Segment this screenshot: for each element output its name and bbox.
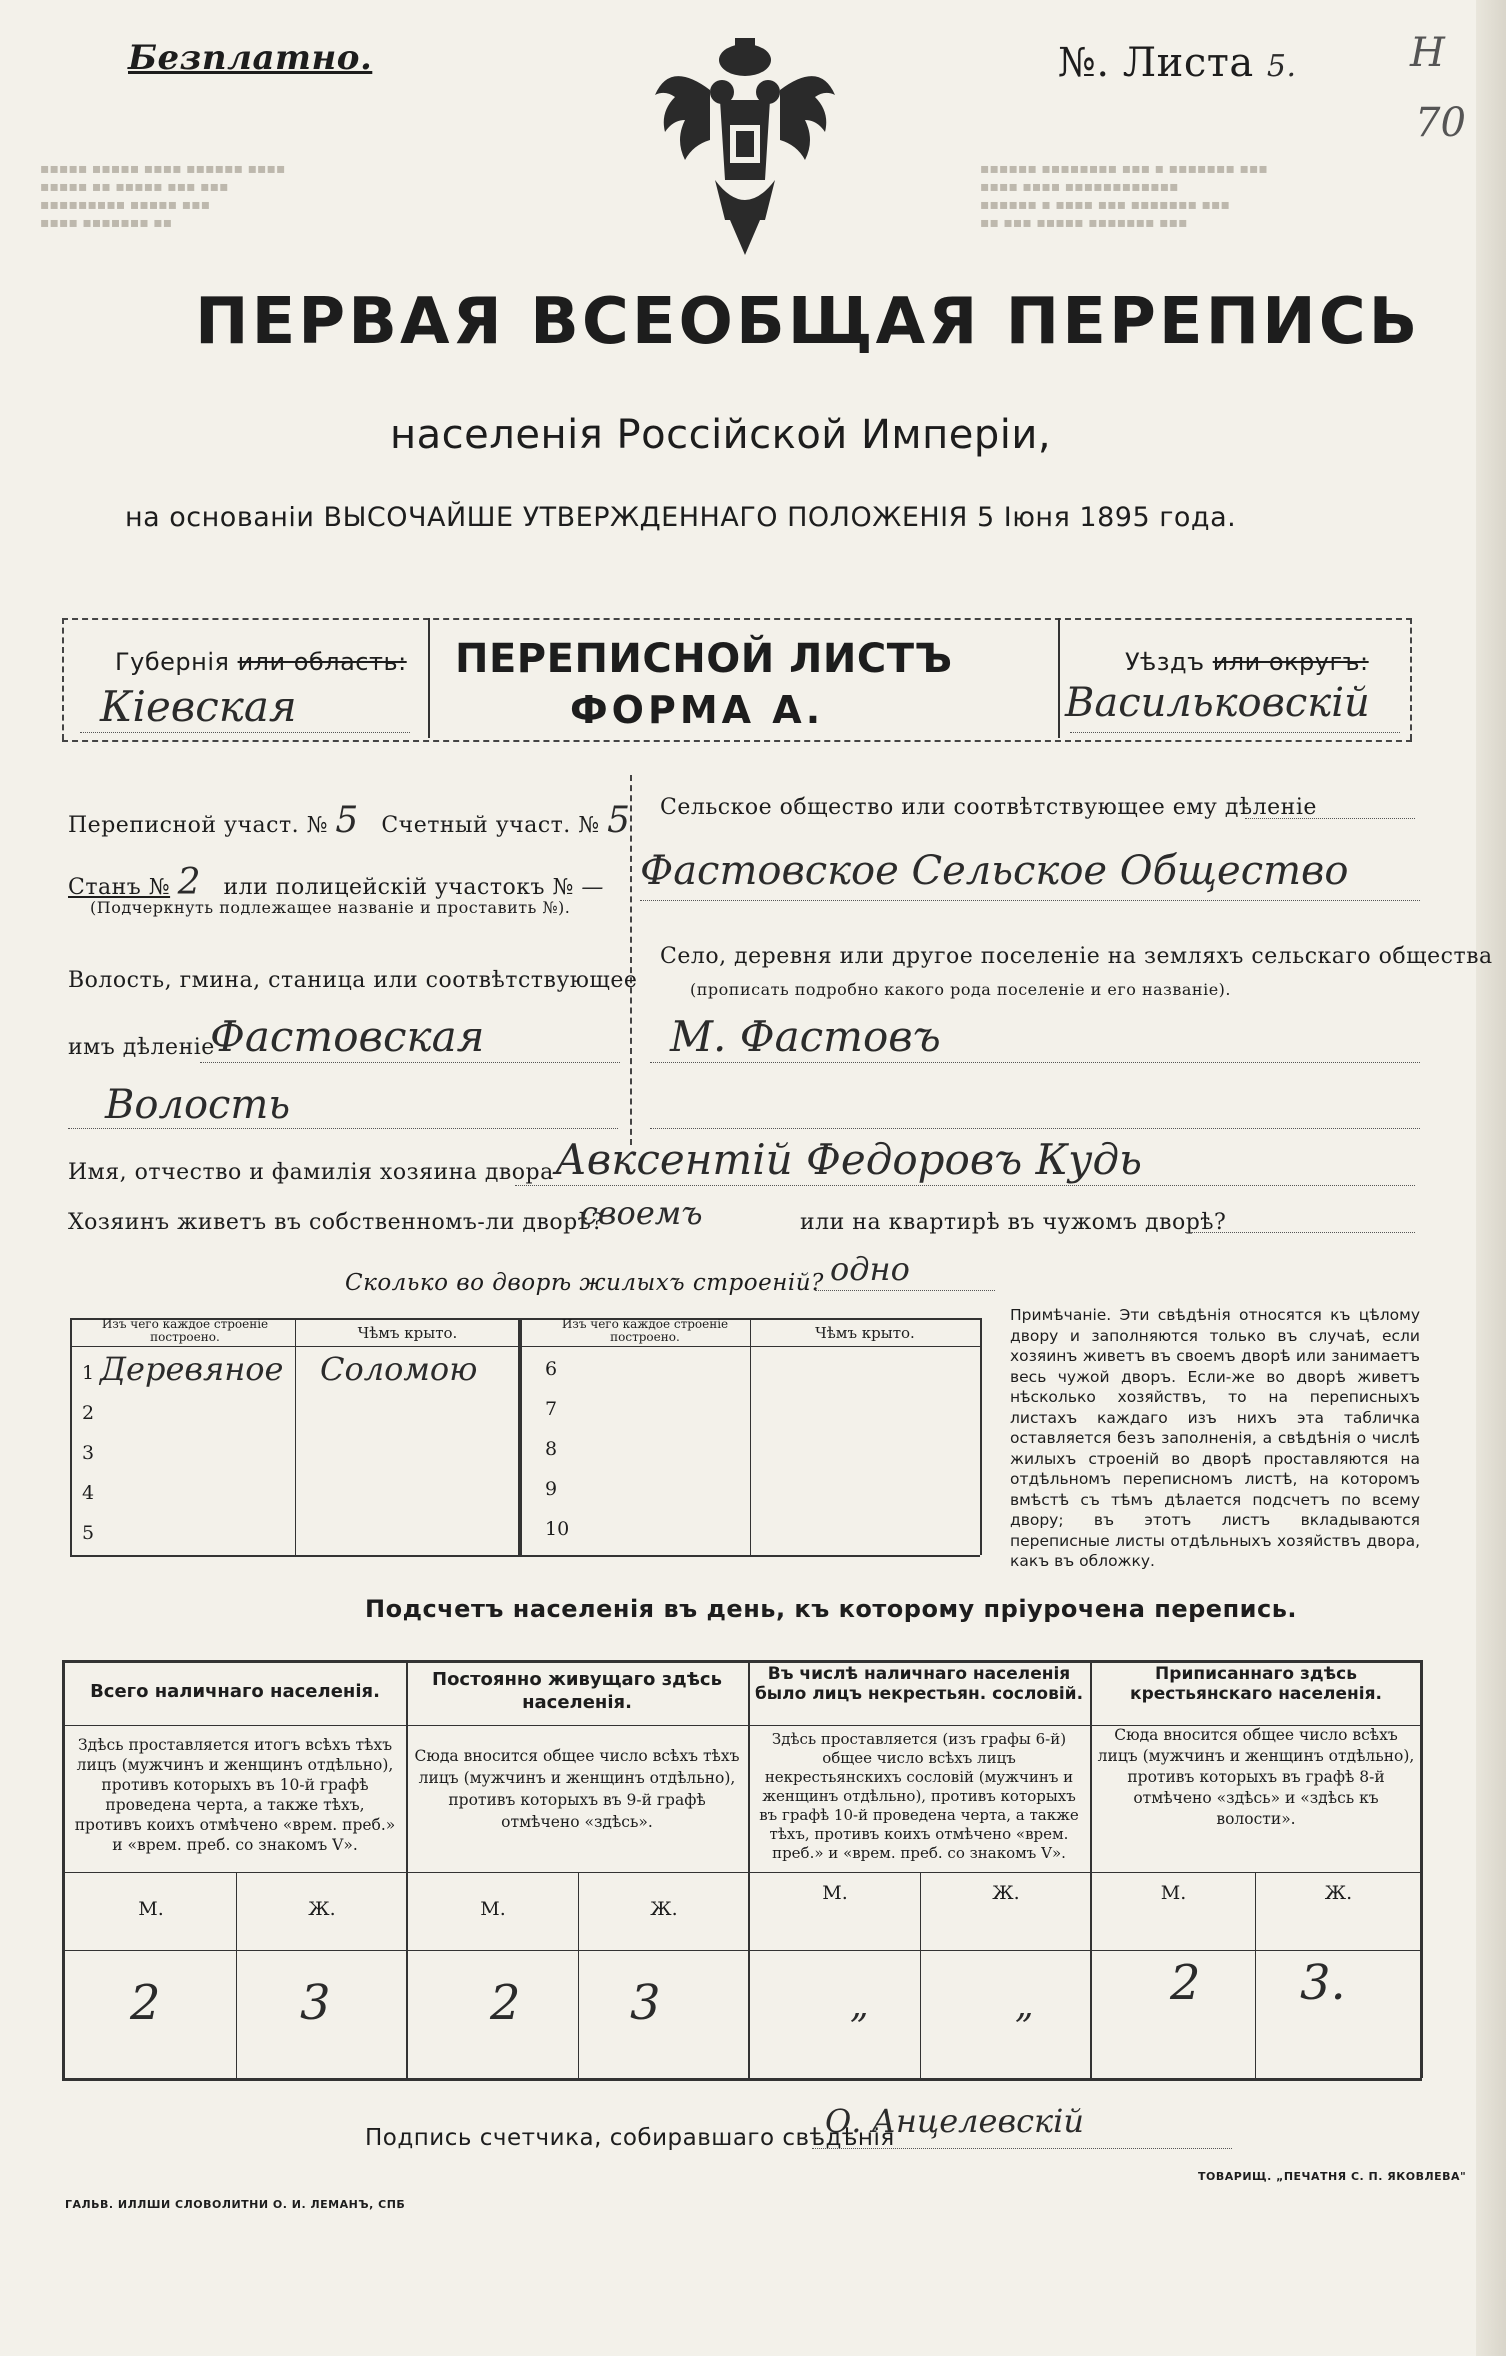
- count-col-3-f-label: Ж.: [992, 1882, 1020, 1904]
- col-material-right: Изъ чего каждое строеніе построено.: [561, 1317, 729, 1344]
- volost-label-1: Волость, гмина, станица или соотвѣтствующее: [68, 968, 638, 993]
- count-col-3-desc: Здѣсь проставляется (изъ графы 6-й) общее число всѣхъ лицъ некрестьянскихъ сословій (мужчинъ и женщинъ отдѣльно), противъ которыхъ въ графѣ 10-й проведена черта, а также тѣхъ, противъ коихъ отмѣчено «врем. преб.» и «врем. преб. со знакомъ V».: [759, 1730, 1079, 1862]
- page-edge: [1476, 0, 1506, 2356]
- row-num-3: 3: [82, 1442, 95, 1464]
- buildings-value: одно: [830, 1250, 910, 1288]
- row-num-5: 5: [82, 1522, 95, 1544]
- count-col-4-desc: Сюда вносится общее число всѣхъ лицъ (мужчинъ и женщинъ отдѣльно), противъ которыхъ въ графѣ 8-й отмѣчено «здѣсь» и «здѣсь къ волости».: [1097, 1726, 1415, 1828]
- census-district-field: Переписной участ. № 5 Счетный участ. № 5: [68, 800, 631, 841]
- sheet-title: ПЕРЕПИСНОЙ ЛИСТЪ: [455, 636, 953, 682]
- count-col-1-f-value: 3: [300, 1975, 331, 2031]
- count-col-3-m-value: „: [850, 1985, 869, 2026]
- count-col-4-m-label: М.: [1160, 1882, 1187, 1904]
- count-col-4-f-value: 3.: [1300, 1955, 1346, 2011]
- volost-value-1: Фастовская: [210, 1012, 485, 1061]
- col-roof-left: Чѣмъ крыто.: [357, 1324, 458, 1342]
- count-col-1-f-label: Ж.: [308, 1898, 336, 1920]
- stan-value: 2: [177, 862, 201, 903]
- count-col-1-m-label: М.: [138, 1898, 164, 1920]
- row-num-6: 6: [545, 1358, 558, 1380]
- row-num-9: 9: [545, 1478, 558, 1500]
- count-col-2-f-value: 3: [630, 1975, 661, 2031]
- row-num-4: 4: [82, 1482, 95, 1504]
- row-num-8: 8: [545, 1438, 558, 1460]
- bleed-through-text: ▪▪▪▪▪ ▪▪▪▪▪ ▪▪▪▪ ▪▪▪▪▪▪ ▪▪▪▪ ▪▪▪▪▪ ▪▪ ▪▪▪▪▪ ▪▪▪ ▪▪▪ ▪▪▪▪▪▪▪▪▪ ▪▪▪▪▪ ▪▪▪ ▪▪▪▪ ▪▪▪▪▪▪▪ ▪▪: [40, 161, 286, 231]
- form-title: ФОРМА А.: [570, 688, 825, 732]
- row1-roof: Соломою: [320, 1350, 478, 1388]
- stan-field: Станъ № 2 или полицейскій участокъ № —: [68, 862, 604, 903]
- subtitle: населенія Россійской Имперіи,: [390, 412, 1052, 458]
- buildings-label: Сколько во дворѣ жилыхъ строеній?: [345, 1270, 824, 1296]
- lives-label: Хозяинъ живетъ въ собственномъ-ли дворѣ?: [68, 1210, 604, 1235]
- sheet-number-value: 5.: [1266, 49, 1297, 84]
- count-col-2-header: Постоянно живущаго здѣсь населенія.: [432, 1669, 722, 1713]
- village-note: (прописать подробно какого рода поселеніе и его названіе).: [690, 980, 1231, 999]
- row-num-1: 1: [82, 1362, 95, 1384]
- count-col-3-m-label: М.: [822, 1882, 848, 1904]
- village-value: М. Фастовъ: [670, 1012, 941, 1061]
- col-roof-right: Чѣмъ крыто.: [815, 1324, 915, 1342]
- footer-right: ТОВАРИЩ. „ПЕЧАТНЯ С. П. ЯКОВЛЕВА": [1198, 2170, 1467, 2183]
- basis-line: на основаніи ВЫСОЧАЙШЕ УТВЕРЖДЕННАГО ПОЛОЖЕНІЯ 5 Іюня 1895 года.: [125, 502, 1237, 533]
- police-value: —: [581, 875, 604, 900]
- stan-note: (Подчеркнуть подлежащее названіе и проставить №).: [90, 898, 571, 917]
- owner-name-value: Авксентій Федоровъ Кудь: [555, 1135, 1142, 1184]
- corner-note-2: 70: [1415, 100, 1466, 146]
- main-title: ПЕРВАЯ ВСЕОБЩАЯ ПЕРЕПИСЬ: [195, 285, 1421, 359]
- count-col-4-m-value: 2: [1170, 1955, 1201, 2011]
- corner-note-1: Н: [1410, 30, 1445, 76]
- free-label: Безплатно.: [128, 38, 373, 78]
- uezd-value: Васильковскій: [1065, 680, 1370, 726]
- owner-name-label: Имя, отчество и фамилія хозяина двора: [68, 1160, 554, 1185]
- guberniya-value: Кіевская: [100, 682, 297, 731]
- count-col-2-m-value: 2: [490, 1975, 521, 2031]
- count-title: Подсчетъ населенія въ день, къ которому пріурочена перепись.: [365, 1595, 1297, 1623]
- count-col-2-m-label: М.: [480, 1898, 506, 1920]
- or-label: или на квартирѣ въ чужомъ дворѣ?: [800, 1210, 1227, 1235]
- count-col-2-desc: Сюда вносится общее число всѣхъ тѣхъ лицъ (мужчинъ и женщинъ отдѣльно), противъ которыхъ въ 9-й графѣ отмѣчено «здѣсь».: [414, 1747, 740, 1831]
- bleed-through-text-right: ▪▪▪▪▪▪ ▪▪▪▪▪▪▪▪ ▪▪▪ ▪ ▪▪▪▪▪▪▪ ▪▪▪ ▪▪▪▪ ▪▪▪▪ ▪▪▪▪▪▪▪▪▪▪▪▪ ▪▪▪▪▪▪ ▪ ▪▪▪▪ ▪▪▪ ▪▪▪▪▪▪▪ ▪▪▪ ▪▪ ▪▪▪ ▪▪▪▪▪ ▪▪▪▪▪▪▪ ▪▪▪: [980, 161, 1268, 231]
- guberniya-label: Губернія или область:: [115, 648, 407, 676]
- society-label: Сельское общество или соотвѣтствующее ему дѣленіе: [660, 795, 1317, 820]
- lives-value: своемъ: [580, 1194, 703, 1232]
- row1-material: Деревяное: [100, 1350, 284, 1388]
- col-material-left: Изъ чего каждое строеніе построено.: [101, 1317, 269, 1344]
- count-col-1-desc: Здѣсь проставляется итогъ всѣхъ тѣхъ лицъ (мужчинъ и женщинъ отдѣльно), противъ которыхъ въ 10-й графѣ проведена черта, а также тѣхъ, противъ коихъ отмѣчено «врем. преб.» и «врем. преб. со знакомъ V».: [74, 1736, 396, 1854]
- count-col-1-m-value: 2: [130, 1975, 161, 2031]
- volost-label-2: имъ дѣленіе: [68, 1035, 215, 1060]
- box-top-border: [62, 618, 1412, 620]
- volost-value-2: Волость: [105, 1082, 291, 1128]
- signature-label: Подпись счетчика, собиравшаго свѣдѣнія: [365, 2125, 895, 2151]
- census-district-value: 5: [335, 800, 359, 841]
- count-col-4-header: Приписаннаго здѣсь крестьянскаго населенія.: [1130, 1664, 1382, 1704]
- count-col-1-header: Всего наличнаго населенія.: [90, 1681, 380, 1702]
- uezd-label: Уѣздъ или округъ:: [1125, 648, 1369, 676]
- double-headed-eagle-icon: [640, 30, 850, 270]
- count-col-2-f-label: Ж.: [650, 1898, 678, 1920]
- village-label: Село, деревня или другое поселеніе на земляхъ сельскаго общества: [660, 944, 1493, 969]
- count-col-3-f-value: „: [1015, 1985, 1034, 2026]
- signature-value: О. Анцелевскій: [825, 2102, 1084, 2140]
- note-text: Примѣчаніе. Эти свѣдѣнія относятся къ цѣлому двору и заполняются только въ случаѣ, если хозяинъ живетъ въ своемъ дворѣ или занимаетъ весь чужой дворъ. Если-же во дворѣ живетъ нѣсколько хозяйствъ, то на переписныхъ листахъ каждаго изъ нихъ эта табличка оставляется безъ заполненія, а свѣдѣнія о числѣ жилыхъ строеній во дворѣ проставляются на отдѣльномъ переписномъ листѣ, на которомъ вмѣстѣ съ тѣмъ дѣлается подсчетъ по всему двору; въ этотъ листъ вкладываются переписные листы отдѣльныхъ хозяйствъ двора, какъ въ обложку.: [1010, 1306, 1420, 1570]
- society-value: Фастовское Сельское Общество: [640, 848, 1349, 894]
- box-bottom-border: [62, 740, 1412, 742]
- row-num-2: 2: [82, 1402, 95, 1424]
- footer-left: ГАЛЬВ. ИЛЛШИ СЛОВОЛИТНИ О. И. ЛЕМАНЪ, СПБ: [65, 2198, 406, 2211]
- row-num-7: 7: [545, 1398, 558, 1420]
- sheet-number-label: [1058, 40, 1297, 86]
- count-col-3-header: Въ числѣ наличнаго населенія было лицъ некрестьян. сословій.: [754, 1664, 1084, 1704]
- count-district-value: 5: [607, 800, 631, 841]
- row-num-10: 10: [545, 1518, 570, 1540]
- sheet-label-text: №. Листа: [1058, 40, 1254, 86]
- count-col-4-f-label: Ж.: [1324, 1882, 1353, 1904]
